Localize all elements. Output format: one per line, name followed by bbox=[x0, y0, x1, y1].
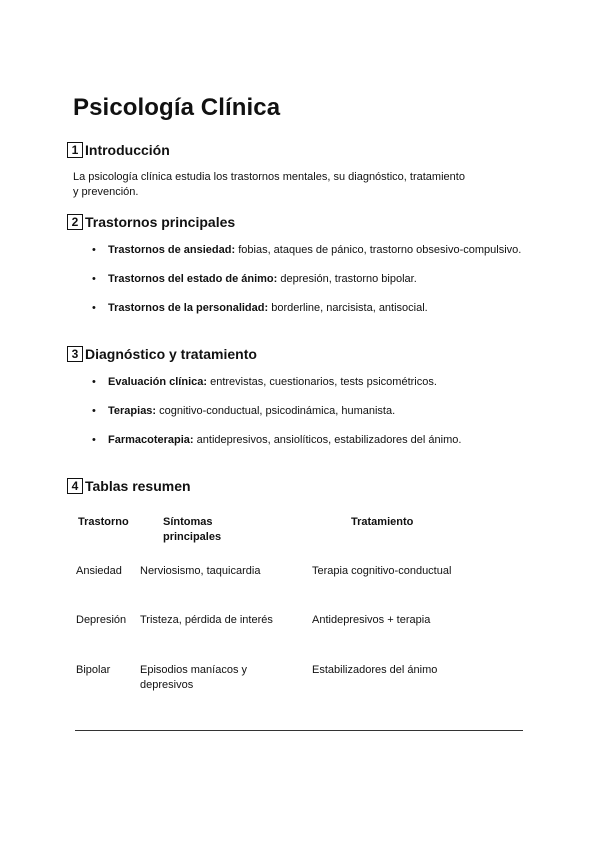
section-heading-diagnostico bbox=[67, 346, 257, 362]
table-header-tratamiento: Tratamiento bbox=[351, 516, 414, 528]
table-header-trastorno: Trastorno bbox=[78, 516, 129, 528]
table-cell: Episodios maníacos y depresivos bbox=[140, 664, 247, 691]
table-header-sintomas: Síntomas principales bbox=[163, 516, 222, 543]
item-text: antidepresivos, ansiolíticos, estabilizadores del ánimo. bbox=[193, 434, 462, 446]
item-text: fobias, ataques de pánico, trastorno obsesivo-compulsivo. bbox=[235, 244, 522, 256]
section-heading-tablas bbox=[67, 478, 191, 494]
item-label: Trastornos de la personalidad: bbox=[108, 302, 269, 314]
list-item bbox=[92, 243, 542, 272]
item-label: Trastornos de ansiedad: bbox=[108, 244, 236, 256]
horizontal-divider bbox=[75, 730, 523, 731]
diagnosis-list bbox=[92, 375, 542, 462]
section-title: Introducción bbox=[85, 142, 170, 158]
section-number: 3 bbox=[67, 346, 83, 362]
page-title: Psicología Clínica bbox=[73, 94, 281, 121]
list-item bbox=[92, 272, 542, 301]
section-number: 1 bbox=[67, 142, 83, 158]
intro-paragraph: La psicología clínica estudia los trastornos mentales, su diagnóstico, tratamiento y prevención. bbox=[73, 171, 465, 198]
item-label: Terapias: bbox=[108, 405, 157, 417]
item-label: Farmacoterapia: bbox=[108, 434, 194, 446]
table-cell: Bipolar bbox=[76, 664, 111, 676]
item-label: Evaluación clínica: bbox=[108, 376, 208, 388]
section-number: 2 bbox=[67, 214, 83, 230]
table-cell: Terapia cognitivo-conductual bbox=[312, 565, 452, 577]
table-cell: Estabilizadores del ánimo bbox=[312, 664, 438, 676]
item-label: Trastornos del estado de ánimo: bbox=[108, 273, 278, 285]
item-text: cognitivo-conductual, psicodinámica, humanista. bbox=[156, 405, 396, 417]
table-cell: Ansiedad bbox=[76, 565, 122, 577]
table-cell: Tristeza, pérdida de interés bbox=[140, 614, 273, 626]
section-number: 4 bbox=[67, 478, 83, 494]
table-cell: Antidepresivos + terapia bbox=[312, 614, 431, 626]
section-title: Tablas resumen bbox=[85, 478, 191, 494]
list-item bbox=[92, 404, 542, 433]
item-text: entrevistas, cuestionarios, tests psicométricos. bbox=[207, 376, 437, 388]
table-cell: Depresión bbox=[76, 614, 127, 626]
section-heading-trastornos bbox=[67, 214, 235, 230]
item-text: borderline, narcisista, antisocial. bbox=[268, 302, 428, 314]
table-cell: Nerviosismo, taquicardia bbox=[140, 565, 261, 577]
list-item bbox=[92, 433, 542, 462]
list-item bbox=[92, 375, 542, 404]
section-title: Trastornos principales bbox=[85, 214, 236, 230]
list-item bbox=[92, 301, 542, 330]
item-text: depresión, trastorno bipolar. bbox=[277, 273, 417, 285]
section-heading-introduccion bbox=[67, 142, 170, 158]
disorders-list bbox=[92, 243, 542, 330]
section-title: Diagnóstico y tratamiento bbox=[85, 346, 257, 362]
